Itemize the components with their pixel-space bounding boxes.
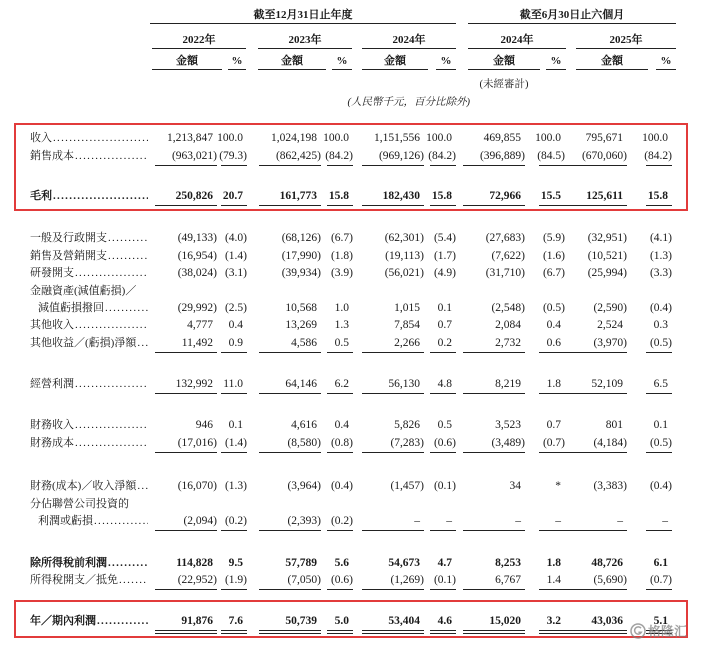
percent-cell: (6.7) (330, 232, 353, 244)
amount-cell: 801 (605, 419, 623, 431)
amount-cell: (963,021) (171, 150, 217, 162)
column-rule (463, 530, 525, 531)
percent-cell: (0.6) (330, 574, 353, 586)
amount-cell: 1,213,847 (167, 132, 213, 144)
row-label-text: 銷售及營銷開支 (30, 250, 107, 262)
amount-cell: 161,773 (279, 190, 317, 202)
percent-cell: (0.1) (433, 574, 456, 586)
amount-heading-rule (258, 69, 326, 70)
column-rule (539, 393, 565, 394)
percent-cell: (0.4) (649, 480, 672, 492)
column-rule (155, 589, 217, 590)
column-rule (646, 352, 672, 353)
percent-heading: % (660, 55, 672, 67)
amount-cell: 114,828 (176, 557, 213, 569)
percent-cell: (0.7) (542, 437, 565, 449)
column-rule (221, 589, 247, 590)
period-year-rule (576, 48, 676, 49)
column-rule (155, 452, 217, 453)
percent-cell: 4.7 (437, 557, 452, 569)
row-label-text: 分佔聯營公司投資的 (30, 497, 129, 510)
percent-cell: (1.8) (330, 250, 353, 262)
percent-cell: (84.2) (325, 150, 353, 162)
amount-cell: 4,777 (187, 319, 213, 331)
column-rule (565, 452, 627, 453)
percent-cell: (1.3) (224, 480, 247, 492)
highlight-box-net-profit (14, 600, 688, 638)
row-label (30, 266, 148, 280)
column-rule (155, 352, 217, 353)
column-rule (221, 393, 247, 394)
amount-cell: 1,024,198 (271, 132, 317, 144)
percent-cell: (6.7) (542, 267, 565, 279)
row-label (30, 418, 148, 432)
column-rule (646, 393, 672, 394)
amount-cell: 6,767 (495, 574, 521, 586)
amount-cell: (25,994) (587, 267, 627, 279)
amount-cell: 10,568 (285, 302, 317, 314)
column-rule (362, 530, 424, 531)
column-rule (565, 393, 627, 394)
column-rule (155, 530, 217, 531)
amount-cell: 48,726 (591, 557, 623, 569)
highlight-box-gross-profit (14, 123, 688, 211)
column-rule (565, 589, 627, 590)
column-rule (259, 452, 321, 453)
percent-cell: 0.4 (546, 319, 561, 331)
percent-cell: (4.1) (649, 232, 672, 244)
amount-heading: 金額 (493, 55, 515, 67)
row-label-text: 收入 (30, 132, 52, 144)
unaudited-note: (未經審計) (479, 79, 529, 90)
amount-heading-rule (362, 69, 428, 70)
percent-cell: (0.4) (330, 480, 353, 492)
percent-cell: 15.5 (540, 190, 561, 202)
percent-cell: (0.7) (649, 574, 672, 586)
amount-cell: (16,070) (177, 480, 217, 492)
percent-heading: % (231, 55, 243, 67)
percent-cell: (0.6) (433, 437, 456, 449)
amount-cell: (3,383) (593, 480, 627, 492)
amount-cell: (7,050) (287, 574, 321, 586)
amount-cell: (38,024) (177, 267, 217, 279)
amount-cell: (17,016) (177, 437, 217, 449)
row-label (30, 479, 148, 493)
amount-cell: 2,732 (495, 337, 521, 349)
amount-cell: 72,966 (489, 190, 521, 202)
percent-heading-rule (656, 69, 676, 70)
percent-cell: 5.1 (653, 615, 668, 627)
column-rule (259, 589, 321, 590)
percent-cell: 11.0 (223, 378, 243, 390)
percent-cell: (4.0) (224, 232, 247, 244)
row-label-text: 其他收益／(虧損)淨額 (30, 337, 137, 349)
amount-cell: (7,622) (491, 250, 525, 262)
percent-cell: (0.2) (224, 515, 247, 527)
percent-cell: 4.6 (437, 615, 452, 627)
column-rule (430, 452, 456, 453)
percent-cell: 1.0 (334, 302, 349, 314)
percent-cell: 6.5 (653, 378, 668, 390)
row-label-text: 財務成本 (30, 437, 74, 449)
amount-cell: 13,269 (285, 319, 317, 331)
amount-cell: (39,934) (281, 267, 321, 279)
column-rule (539, 452, 565, 453)
row-label-text: 財務收入 (30, 419, 74, 431)
percent-cell: (3.9) (330, 267, 353, 279)
period-year-rule (258, 48, 352, 49)
amount-cell: (3,489) (491, 437, 525, 449)
amount-cell: – (617, 515, 623, 527)
amount-cell: (4,184) (593, 437, 627, 449)
percent-cell: 0.1 (228, 419, 243, 431)
percent-cell: – (446, 515, 452, 527)
row-label (30, 556, 148, 570)
column-rule (362, 393, 424, 394)
row-label (30, 377, 148, 391)
amount-cell: 5,826 (394, 419, 420, 431)
amount-cell: 8,219 (495, 378, 521, 390)
period-year-2024-interim: 2024年 (500, 34, 534, 46)
amount-cell: (969,126) (378, 150, 424, 162)
row-label (30, 497, 148, 511)
percent-heading-rule (546, 69, 566, 70)
percent-cell: 0.4 (228, 319, 243, 331)
row-label (30, 231, 148, 245)
amount-cell: (19,113) (385, 250, 424, 262)
row-label (30, 249, 148, 263)
percent-cell: 3.2 (546, 615, 561, 627)
amount-cell: 1,151,556 (374, 132, 420, 144)
amount-cell: 2,524 (597, 319, 623, 331)
row-label-text: 銷售成本 (30, 150, 74, 162)
percent-cell: (0.8) (330, 437, 353, 449)
amount-cell: (3,970) (593, 337, 627, 349)
percent-cell: (84.5) (537, 150, 565, 162)
amount-cell: 795,671 (585, 132, 623, 144)
amount-heading: 金額 (281, 55, 303, 67)
percent-cell: (0.5) (649, 337, 672, 349)
percent-cell: 0.5 (334, 337, 349, 349)
column-rule (430, 352, 456, 353)
period-year-2023: 2023年 (288, 34, 322, 46)
amount-cell: (17,990) (281, 250, 321, 262)
row-label-text: 經營利潤 (30, 378, 74, 390)
amount-cell: 15,020 (489, 615, 521, 627)
percent-cell: 5.0 (334, 615, 349, 627)
row-label (30, 573, 148, 587)
percent-cell: 0.6 (546, 337, 561, 349)
amount-cell: (7,283) (390, 437, 424, 449)
percent-cell: 6.2 (334, 378, 349, 390)
percent-heading-rule (436, 69, 456, 70)
amount-cell: (862,425) (275, 150, 321, 162)
percent-cell: 0.1 (653, 419, 668, 431)
period-year-rule (362, 48, 456, 49)
period-year-2022: 2022年 (182, 34, 216, 46)
column-rule (646, 589, 672, 590)
amount-cell: (396,889) (479, 150, 525, 162)
amount-cell: 2,084 (495, 319, 521, 331)
percent-cell: 1.8 (546, 378, 561, 390)
column-rule (259, 530, 321, 531)
amount-cell: (5,690) (593, 574, 627, 586)
watermark-logo-icon (630, 623, 646, 639)
amount-cell: (16,954) (177, 250, 217, 262)
percent-cell: (1.4) (224, 437, 247, 449)
percent-cell: – (555, 515, 561, 527)
row-label-text: 年／期內利潤 (30, 615, 96, 627)
amount-cell: 91,876 (181, 615, 213, 627)
column-rule (221, 530, 247, 531)
percent-cell: 0.5 (437, 419, 452, 431)
percent-cell: – (662, 515, 668, 527)
amount-cell: 56,130 (388, 378, 420, 390)
column-rule (362, 589, 424, 590)
amount-cell: – (515, 515, 521, 527)
amount-cell: (32,951) (587, 232, 627, 244)
column-rule (221, 452, 247, 453)
percent-cell: 100.0 (535, 132, 561, 144)
amount-cell: 7,854 (394, 319, 420, 331)
percent-cell: 6.1 (653, 557, 668, 569)
amount-cell: (22,952) (177, 574, 217, 586)
amount-cell: (62,301) (384, 232, 424, 244)
row-label-text: 毛利 (30, 190, 52, 202)
percent-cell: (4.9) (433, 267, 456, 279)
amount-heading-rule (468, 69, 540, 70)
column-rule (463, 589, 525, 590)
amount-cell: 8,253 (495, 557, 521, 569)
column-rule (430, 530, 456, 531)
amount-cell: 43,036 (591, 615, 623, 627)
percent-cell: (5.4) (433, 232, 456, 244)
amount-cell: 132,992 (175, 378, 213, 390)
row-label-text: 所得稅開支／抵免 (30, 574, 118, 586)
column-rule (327, 589, 353, 590)
row-label (38, 514, 148, 528)
column-rule (539, 530, 565, 531)
row-label-text: 其他收入 (30, 319, 74, 331)
row-label (30, 336, 148, 350)
amount-cell: 34 (509, 480, 521, 492)
percent-cell: (0.5) (542, 302, 565, 314)
amount-heading: 金額 (176, 55, 198, 67)
percent-cell: 15.8 (328, 190, 349, 202)
percent-cell: (3.1) (224, 267, 247, 279)
percent-cell: 0.2 (437, 337, 452, 349)
amount-cell: (1,457) (390, 480, 424, 492)
amount-cell: 4,616 (291, 419, 317, 431)
percent-cell: (0.5) (649, 437, 672, 449)
amount-cell: – (414, 515, 420, 527)
percent-cell: (0.4) (649, 302, 672, 314)
column-rule (646, 530, 672, 531)
row-label (30, 284, 148, 298)
amount-cell: 53,404 (388, 615, 420, 627)
percent-cell: (1.9) (224, 574, 247, 586)
amount-cell: (49,133) (177, 232, 217, 244)
percent-cell: 0.3 (653, 319, 668, 331)
percent-cell: 20.7 (222, 190, 243, 202)
percent-cell: 1.4 (546, 574, 561, 586)
column-rule (539, 589, 565, 590)
percent-cell: 0.7 (437, 319, 452, 331)
percent-cell: 5.6 (334, 557, 349, 569)
percent-cell: 0.9 (228, 337, 243, 349)
percent-cell: 0.7 (546, 419, 561, 431)
amount-cell: (3,964) (287, 480, 321, 492)
column-rule (463, 352, 525, 353)
annual-period-rule (150, 23, 456, 24)
amount-cell: 4,586 (291, 337, 317, 349)
percent-cell: (1.3) (649, 250, 672, 262)
column-rule (327, 352, 353, 353)
column-rule (463, 393, 525, 394)
row-label-text: 利潤或虧損 (38, 515, 93, 527)
column-rule (430, 589, 456, 590)
percent-cell: (2.5) (224, 302, 247, 314)
percent-heading-rule (332, 69, 352, 70)
row-label-text: 減值虧損撥回 (38, 302, 104, 314)
column-rule (221, 352, 247, 353)
amount-heading-rule (152, 69, 222, 70)
percent-cell: 100.0 (217, 132, 243, 144)
unit-note: (人民幣千元，百分比除外) (347, 97, 470, 108)
percent-cell: (84.2) (428, 150, 456, 162)
amount-cell: 125,611 (586, 190, 623, 202)
period-year-rule (152, 48, 246, 49)
amount-cell: (2,393) (287, 515, 321, 527)
percent-cell: * (555, 480, 561, 492)
interim-period-heading: 截至6月30日止六個月 (519, 9, 625, 21)
percent-cell: (5.9) (542, 232, 565, 244)
watermark (630, 621, 687, 640)
period-year-2025-interim: 2025年 (609, 34, 643, 46)
period-year-2024: 2024年 (392, 34, 426, 46)
column-rule (155, 393, 217, 394)
amount-cell: 54,673 (388, 557, 420, 569)
column-rule (362, 352, 424, 353)
amount-cell: 3,523 (495, 419, 521, 431)
percent-cell: (3.3) (649, 267, 672, 279)
column-rule (565, 352, 627, 353)
amount-cell: 469,855 (483, 132, 521, 144)
row-label-text: 一般及行政開支 (30, 232, 107, 244)
percent-cell: (1.7) (433, 250, 456, 262)
amount-heading-rule (576, 69, 648, 70)
amount-cell: 2,266 (394, 337, 420, 349)
percent-cell: 7.6 (228, 615, 243, 627)
column-rule (539, 352, 565, 353)
annual-period-heading: 截至12月31日止年度 (253, 9, 353, 21)
percent-cell: (0.2) (330, 515, 353, 527)
amount-cell: 52,109 (591, 378, 623, 390)
amount-cell: 64,146 (285, 378, 317, 390)
percent-cell: 100.0 (323, 132, 349, 144)
column-rule (430, 393, 456, 394)
amount-heading: 金額 (601, 55, 623, 67)
percent-cell: (0.1) (433, 480, 456, 492)
amount-cell: (8,580) (287, 437, 321, 449)
amount-cell: (2,548) (491, 302, 525, 314)
percent-cell: 4.8 (437, 378, 452, 390)
percent-cell: 100.0 (426, 132, 452, 144)
column-rule (259, 393, 321, 394)
percent-cell: 1.8 (546, 557, 561, 569)
percent-cell: (1.6) (542, 250, 565, 262)
percent-cell: (84.2) (644, 150, 672, 162)
percent-cell: (1.4) (224, 250, 247, 262)
amount-cell: (10,521) (587, 250, 627, 262)
amount-cell: (68,126) (281, 232, 321, 244)
column-rule (327, 530, 353, 531)
row-label (38, 301, 148, 315)
row-label-text: 財務(成本)／收入淨額 (30, 480, 137, 492)
amount-cell: 182,430 (382, 190, 420, 202)
percent-cell: 1.3 (334, 319, 349, 331)
watermark-text: 格隆汇 (648, 625, 688, 640)
amount-cell: (2,094) (183, 515, 217, 527)
percent-heading: % (440, 55, 452, 67)
amount-cell: 946 (195, 419, 213, 431)
row-label-text: 金融資產(減值虧損)／ (30, 284, 137, 297)
percent-cell: 9.5 (228, 557, 243, 569)
amount-cell: 1,015 (394, 302, 420, 314)
amount-cell: (29,992) (177, 302, 217, 314)
column-rule (259, 352, 321, 353)
amount-heading: 金額 (384, 55, 406, 67)
row-label (30, 318, 148, 332)
row-label-text: 除所得稅前利潤 (30, 557, 107, 569)
amount-cell: 250,826 (175, 190, 213, 202)
amount-cell: (670,060) (581, 150, 627, 162)
row-label (30, 436, 148, 450)
row-label-text: 研發開支 (30, 267, 74, 279)
column-rule (362, 452, 424, 453)
amount-cell: (1,269) (390, 574, 424, 586)
column-rule (463, 452, 525, 453)
percent-heading: % (550, 55, 562, 67)
amount-cell: (31,710) (485, 267, 525, 279)
column-rule (565, 530, 627, 531)
percent-cell: (79.3) (219, 150, 247, 162)
period-year-rule (468, 48, 566, 49)
percent-heading-rule (228, 69, 246, 70)
amount-cell: (2,590) (593, 302, 627, 314)
percent-cell: 0.4 (334, 419, 349, 431)
amount-cell: 50,739 (285, 615, 317, 627)
percent-cell: 15.8 (431, 190, 452, 202)
percent-cell: 15.8 (647, 190, 668, 202)
column-rule (327, 393, 353, 394)
percent-heading: % (336, 55, 348, 67)
amount-cell: 11,492 (181, 337, 213, 349)
percent-cell: 100.0 (642, 132, 668, 144)
interim-period-rule (468, 23, 676, 24)
amount-cell: (27,683) (485, 232, 525, 244)
amount-cell: (56,021) (384, 267, 424, 279)
amount-cell: 57,789 (285, 557, 317, 569)
column-rule (646, 452, 672, 453)
column-rule (327, 452, 353, 453)
percent-cell: 0.1 (437, 302, 452, 314)
